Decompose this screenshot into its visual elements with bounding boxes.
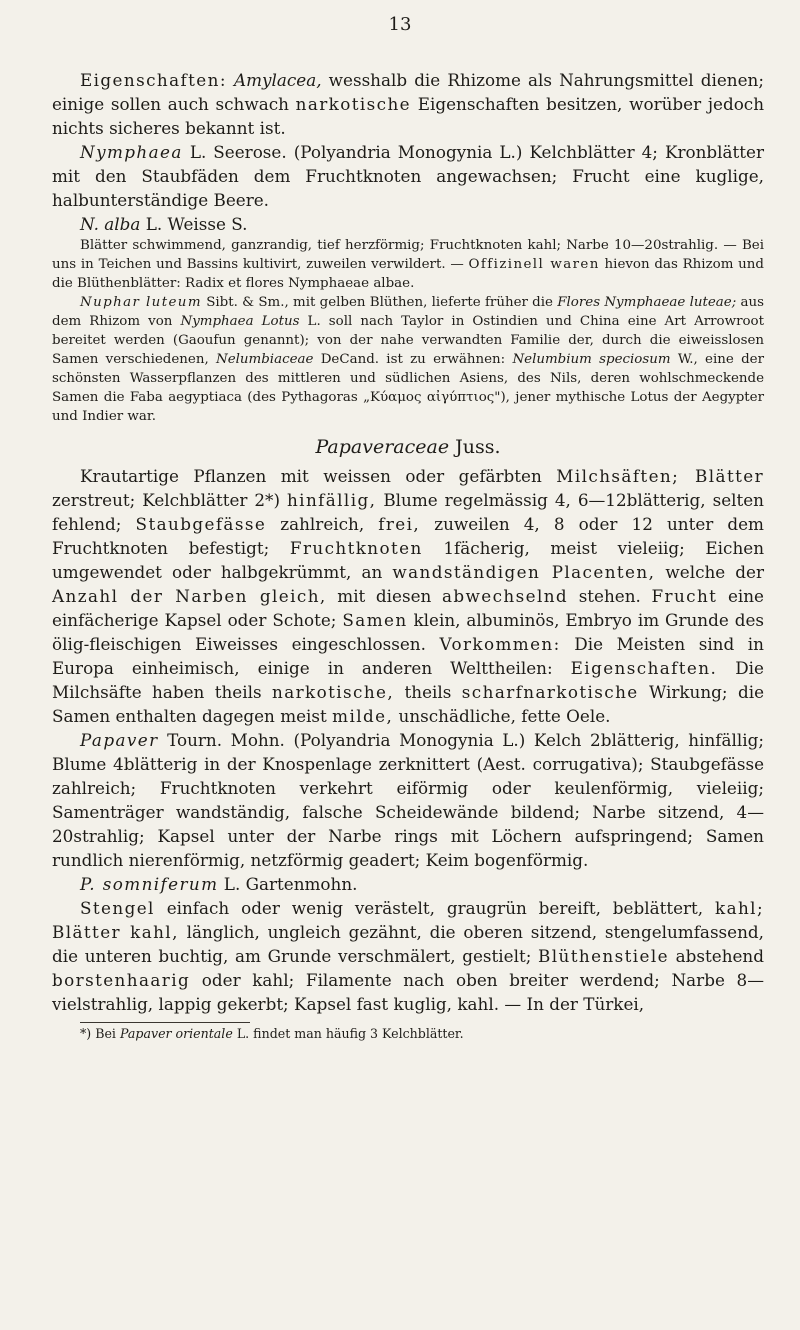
paragraph-nymphaea-alba-title: N. alba L. Weisse S. <box>80 214 248 234</box>
paragraph-papaver-somniferum-desc: Stengel einfach oder wenig verästelt, graugrün bereift, beblättert, kahl; Blätter kahl, länglich, ungleich gezähnt, die oberen sitzend, stengelumfassend, die unteren buchtig, am Grunde verschmälert, gestielt; Blüthenstiele abstehend borstenhaarig oder kahl; Filamente nach oben breiter werdend; Narbe 8—vielstrahlig, lappig gekerbt; Kapsel fast kuglig, kahl. — In der Türkei, <box>52 898 765 1014</box>
species-nuphar-luteum: Nuphar luteum <box>80 295 202 310</box>
term-eigenschaften: Eigenschaften: <box>80 70 227 90</box>
paragraph-nymphaea-alba-desc: Blätter schwimmend, ganzrandig, tief herzförmig; Fruchtknoten kahl; Narbe 10—20strahlig. — Bei uns in Teichen und Bassins kultivirt, zuweilen verwildert. — Offizinell waren hievon das Rhizom und die Blüthenblätter: Radix et flores Nymphaeae albae. <box>52 238 764 291</box>
page-content <box>52 68 764 1043</box>
paragraph-nuphar: Nuphar luteum Sibt. & Sm., mit gelben Blüthen, lieferte früher die Flores Nymphaeae luteae; aus dem Rhizom von Nymphaea Lotus L. soll nach Taylor in Ostindien und China eine Art Arrowroot bereitet werden (Gaoufun genannt); von der nahe verwandten Familie der, durch die eiweisslosen Samen verschiedenen, Nelumbiaceae DeCand. ist zu erwähnen: Nelumbium speciosum W., eine der schönsten Wasserpflanzen des mittleren und südlichen Asiens, des Nils, deren wohlschmeckende Samen die Faba aegyptiaca (des Pythagoras „Κύαμος αἰγύπτιος"), jener mythische Lotus der Aegypter und Indier war. <box>52 295 764 424</box>
footnote: *) Bei Papaver orientale L. findet man häufig 3 Kelchblätter. <box>80 1026 464 1041</box>
genus-nymphaea: Nymphaea <box>80 142 183 162</box>
footnote-rule <box>80 1022 250 1023</box>
section-heading-papaveraceae: Papaveraceae Juss. <box>315 436 501 458</box>
term-offizinell: Offizinell waren <box>468 257 600 272</box>
paragraph-nymphaea: Nymphaea L. Seerose. (Polyandria Monogynia L.) Kelchblätter 4; Kronblätter mit den Staubfäden dem Fruchtknoten angewachsen; Frucht eine kuglige, halbunterständige Beere. <box>52 142 764 210</box>
paragraph-papaver: Papaver Tourn. Mohn. (Polyandria Monogynia L.) Kelch 2blätterig, hinfällig; Blume 4blätterig in der Knospenlage zerknittert (Aest. corrugativa); Staubgefässe zahlreich; Fruchtknoten verkehrt eiförmig oder keulenförmig, vieleiig; Samenträger wandständig, falsche Scheidewände bildend; Narbe sitzend, 4—20strahlig; Kapsel unter der Narbe rings mit Löchern aufspringend; Samen rundlich nierenförmig, netzförmig geadert; Keim bogenförmig. <box>52 730 764 870</box>
term-amylacea: Amylacea, <box>233 70 322 90</box>
species-papaver-somniferum: P. somniferum <box>80 874 219 894</box>
genus-papaver: Papaver <box>80 730 159 750</box>
paragraph-nymphaeaceae-properties: Eigenschaften: Amylacea, wesshalb die Rhizome als Nahrungsmittel dienen; einige sollen auch schwach narkotische Eigenschaften besitzen, worüber jedoch nichts sicheres bekannt ist. <box>52 70 765 138</box>
page-number: 13 <box>388 14 412 35</box>
term-narkotische: narkotische <box>295 94 412 114</box>
paragraph-papaveraceae-characteristics: Krautartige Pflanzen mit weissen oder gefärbten Milchsäften; Blätter zerstreut; Kelchblätter 2*) hinfällig, Blume regelmässig 4, 6—12blätterig, selten fehlend; Staubgefässe zahlreich, frei, zuweilen 4, 8 oder 12 unter dem Fruchtknoten befestigt; Fruchtknoten 1fächerig, meist vieleiig; Eichen umgewendet oder halbgekrümmt, an wandständigen Placenten, welche der Anzahl der Narben gleich, mit diesen abwechselnd stehen. Frucht eine einfächerige Kapsel oder Schote; Samen klein, albuminös, Embryo im Grunde des ölig-fleischigen Eiweisses eingeschlossen. Vorkommen: Die Meisten sind in Europa einheimisch, einige in anderen Welttheilen: Eigenschaften. Die Milchsäfte haben theils narkotische, theils scharfnarkotische Wirkung; die Samen enthalten dagegen meist milde, unschädliche, fette Oele. <box>52 466 765 726</box>
paragraph-papaver-somniferum-title: P. somniferum L. Gartenmohn. <box>80 874 358 894</box>
species-nymphaea-alba: N. alba <box>80 214 141 234</box>
